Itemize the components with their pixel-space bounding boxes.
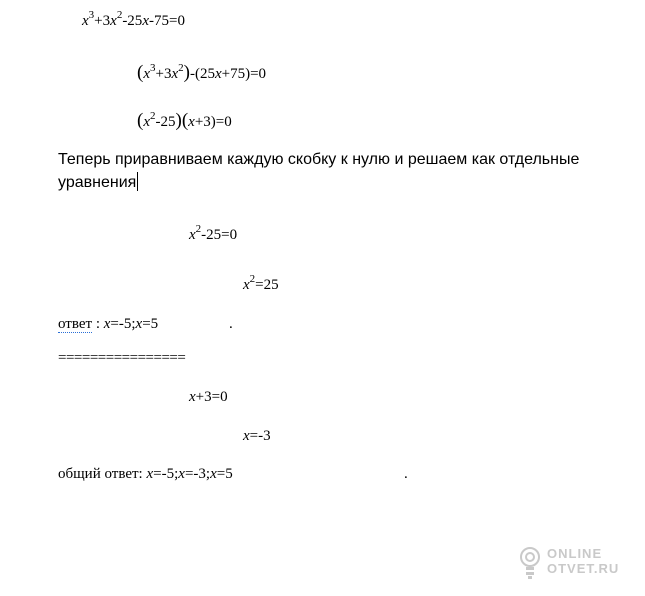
watermark-logo [519,546,629,582]
watermark-line-2: OTVET.RU [547,561,620,576]
equation-3: $(x^2-25)(x+3)=0$ [137,110,232,131]
separator-line: ================ [58,350,186,366]
text-cursor [137,172,138,191]
equation-4: $x^2-25=0$ [189,223,238,243]
answer-line-2: общий ответ: x=-5;x=-3;x=5 [58,466,233,482]
instruction-line-1: Теперь приравниваем каждую скобку к нулю и решаем как отдельные [58,151,580,168]
answer-1-period: . [229,316,233,332]
instruction-paragraph [58,148,645,194]
answer-2-period: . [404,466,408,482]
equation-5: $x^2=25$ [243,273,279,293]
equation-7: x=-3 [243,428,271,444]
answer-line-1: ответ : x=-5;x=5 [58,316,159,332]
instruction-line-2: уравнения [58,174,137,191]
watermark-line-1: ONLINE [547,546,603,561]
answer-label: ответ [58,316,93,332]
lightbulb-icon [519,546,541,580]
equation-6: x+3=0 [189,389,228,405]
equation-1: $x^3+3x^2-25x-75=0$ [82,9,185,29]
equation-2: $(x^3+3x^2)-(25x+75)=0$ [137,62,267,83]
